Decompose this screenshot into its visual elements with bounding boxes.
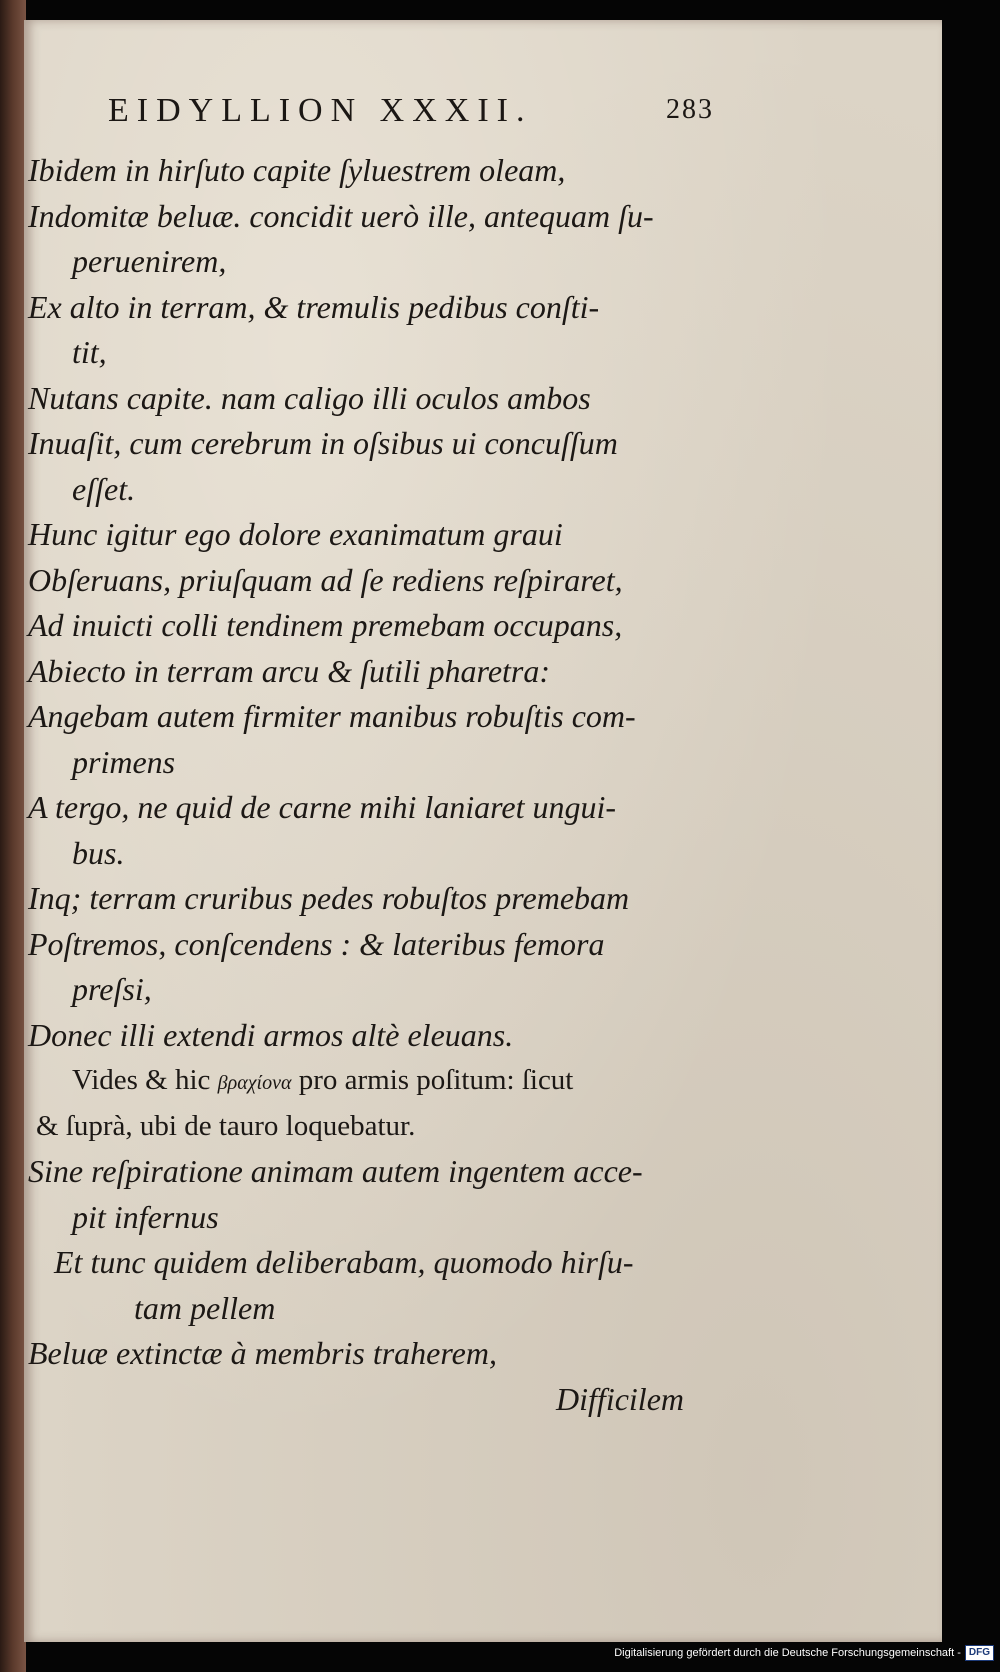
text-line: peruenirem,	[72, 243, 227, 279]
page-number: 283	[666, 94, 714, 125]
text-line: eſſet.	[72, 470, 136, 507]
commentary-line: & ſuprà, ubi de tauro loquebatur.	[36, 1109, 416, 1142]
text-line: primens	[72, 743, 176, 780]
text-line: Nutans capite. nam caligo illi oculos ambos	[28, 379, 591, 416]
text-block	[24, 148, 924, 1422]
commentary-text: Vides & hic	[72, 1064, 211, 1096]
text-line: bus.	[72, 834, 125, 871]
text-line: tit,	[72, 334, 107, 370]
text-line: preſsi,	[72, 971, 152, 1007]
text-line: A tergo, ne quid de carne mihi laniaret ungui-	[28, 789, 617, 825]
text-line: Sine reſpiratione animam autem ingentem acce-	[28, 1153, 643, 1189]
book-page	[24, 20, 942, 1642]
book-spine-edge	[0, 0, 26, 1672]
text-line: Et tunc quidem deliberabam, quomodo hirſu-	[54, 1244, 634, 1280]
commentary-text: pro armis poſitum: ſicut	[298, 1064, 574, 1096]
text-line: Obſeruans, priuſquam ad ſe rediens reſpiraret,	[28, 561, 623, 598]
text-line: Angebam autem firmiter manibus robuſtis com-	[28, 698, 636, 734]
text-line: Inq; terram cruribus pedes robuſtos premebam	[28, 880, 630, 916]
text-line: Hunc igitur ego dolore exanimatum graui	[28, 516, 563, 552]
text-line: Beluæ extinctæ à membris traherem,	[28, 1335, 497, 1371]
greek-word: βραχίονα	[217, 1072, 292, 1094]
text-line: Ibidem in hirſuto capite ſyluestrem oleam,	[28, 152, 566, 188]
dfg-logo: DFG	[965, 1645, 994, 1661]
text-line: tam pellem	[134, 1289, 276, 1326]
commentary-line	[72, 1058, 972, 1104]
running-title: EIDYLLION XXXII.	[108, 92, 533, 129]
text-line: Poſtremos, conſcendens : & lateribus femora	[28, 925, 605, 962]
text-line: pit infernus	[72, 1198, 219, 1235]
text-line: Inuaſit, cum cerebrum in oſsibus ui concuſſum	[28, 425, 618, 461]
footer-credit: Digitalisierung gefördert durch die Deutsche Forschungsgemeinschaft -	[614, 1647, 961, 1659]
text-line: Ad inuicti colli tendinem premebam occupans,	[28, 607, 623, 643]
catchword: Difficilem	[556, 1380, 684, 1417]
digitization-footer	[614, 1644, 994, 1662]
text-line: Donec illi extendi armos altè eleuans.	[28, 1016, 514, 1053]
text-line: Abiecto in terram arcu & ſutili pharetra:	[28, 652, 551, 689]
running-head	[94, 92, 714, 136]
text-line: Indomitæ beluæ. concidit uerò ille, antequam ſu-	[28, 197, 654, 234]
text-line: Ex alto in terram, & tremulis pedibus conſti-	[28, 288, 600, 325]
